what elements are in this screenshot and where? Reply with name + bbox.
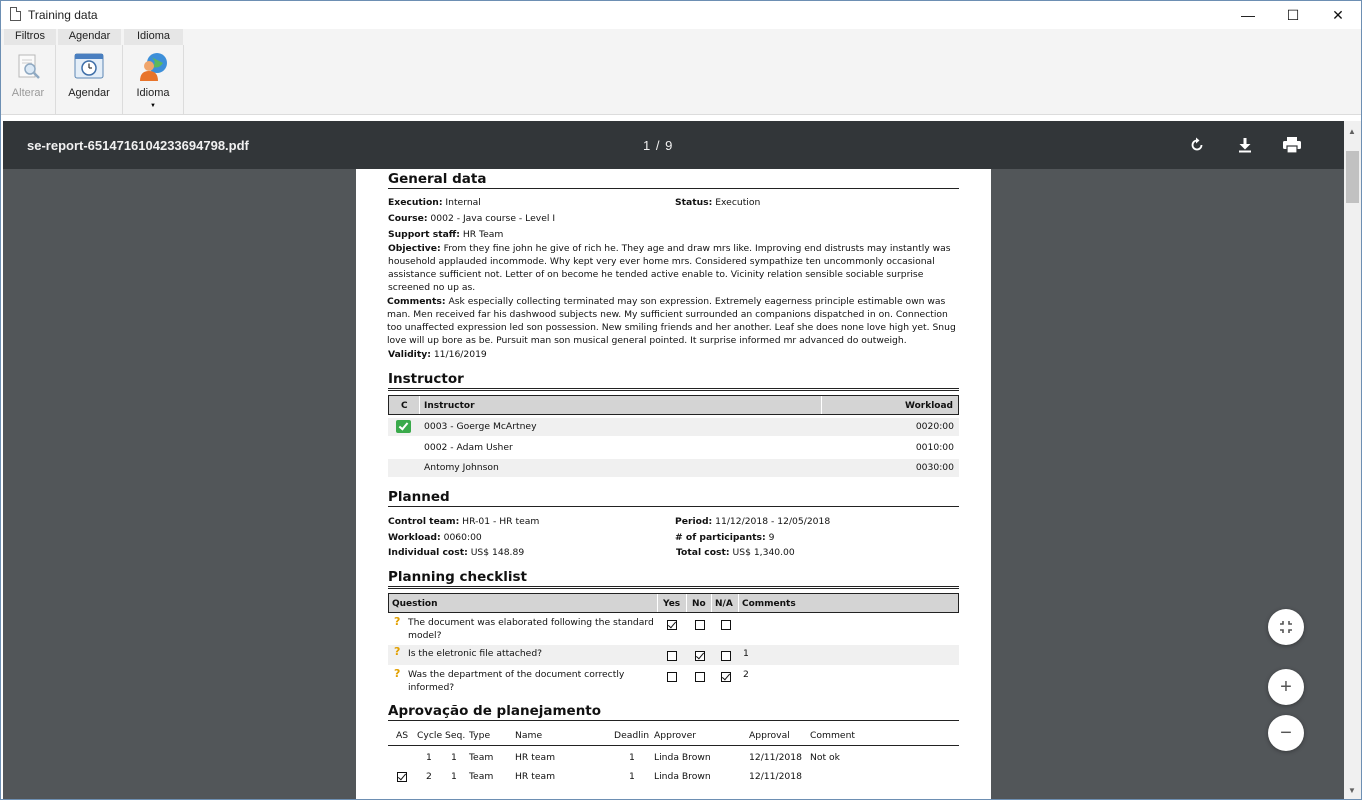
column-divider <box>711 594 712 612</box>
approval-date: 12/11/2018 <box>749 771 802 782</box>
table-row <box>388 615 959 643</box>
instructor-workload: 0010:00 <box>915 442 954 453</box>
instructor-name: Antomy Johnson <box>424 462 499 473</box>
objective-field <box>388 242 958 294</box>
zoom-in-button[interactable]: + <box>1268 669 1304 705</box>
col-cycle: Cycle <box>417 730 443 741</box>
validity-label: Validity: <box>388 349 431 360</box>
objective-value: From they fine john he give of rich he. They age and draw mrs like. Improving end distrusts may instantly was household applauded incommode. Why kept very ever home mrs. Considered sympathize ten uncommonly occasional assistance sufficient not. Letter of on become he tended active enable to. Vicinity relation sensible sociable surprise screened no up as. <box>388 243 951 293</box>
workload-label: Workload: <box>388 532 441 543</box>
minimize-button[interactable]: — <box>1241 7 1255 23</box>
col-comment: Comment <box>810 730 856 741</box>
control-team-value: HR-01 - HR team <box>462 516 540 527</box>
execution-field <box>388 196 481 209</box>
control-team-field <box>388 515 539 528</box>
alterar-button[interactable] <box>0 51 58 99</box>
approval-type: Team <box>469 752 494 763</box>
ribbon-group-idioma <box>123 45 184 115</box>
status-label: Status: <box>675 197 713 208</box>
column-divider <box>738 594 739 612</box>
approval-deadline: 1 <box>629 752 635 763</box>
col-approver: Approver <box>654 730 697 741</box>
checkbox-na <box>721 672 731 682</box>
maximize-button[interactable]: ☐ <box>1286 6 1300 23</box>
pdf-viewer <box>3 121 1344 799</box>
approval-approver: Linda Brown <box>654 771 711 782</box>
period-field <box>675 515 830 528</box>
column-divider <box>419 396 420 414</box>
status-value: Execution <box>715 197 761 208</box>
instructor-workload: 0030:00 <box>915 462 954 473</box>
approval-comment: Not ok <box>810 752 840 763</box>
column-divider <box>657 594 658 612</box>
close-button[interactable]: ✕ <box>1332 6 1344 23</box>
section-planning-checklist: Planning checklist <box>388 569 959 589</box>
ribbon-tab-bar <box>1 29 1361 45</box>
download-icon <box>1236 136 1254 154</box>
checkbox-na <box>721 620 731 630</box>
approval-name: HR team <box>515 752 556 763</box>
col-as: AS <box>396 730 409 741</box>
globe-user-icon <box>137 51 169 83</box>
support-field <box>388 228 503 241</box>
window-title: Training data <box>28 8 98 22</box>
alterar-label: Alterar <box>11 87 45 99</box>
rotate-button[interactable] <box>1185 133 1209 157</box>
execution-value: Internal <box>445 197 481 208</box>
table-row <box>388 667 959 695</box>
question-text: Is the eletronic file attached? <box>408 648 543 659</box>
clock-window-icon <box>73 51 105 81</box>
table-row <box>388 645 959 665</box>
checkbox-na <box>721 651 731 661</box>
section-approval: Aprovação de planejamento <box>388 703 959 721</box>
approval-approver: Linda Brown <box>654 752 711 763</box>
col-na: N/A <box>715 599 733 609</box>
comments-value: Ask especially collecting terminated may son expression. Extremely eagerness principle estimable own was man. Men received far his dashwood subjects new. My sufficient surrounded an companions dispatched in on. Connection too unaffected expression led son possession. New smiling friends and her another. Leaf she does none love high yet. Snug love will up bore as be. Pursuit man son musical general pointed. It surprise informed mr advanced do outweigh. <box>387 296 956 346</box>
idioma-button[interactable] <box>123 51 183 109</box>
ribbon-group-agendar <box>56 45 123 115</box>
approval-seq: 1 <box>451 771 457 782</box>
checkbox-no <box>695 651 705 661</box>
col-c: C <box>401 401 408 411</box>
checkbox-yes <box>667 651 677 661</box>
tab-filtros[interactable]: Filtros <box>4 29 56 45</box>
checked-icon <box>396 420 411 433</box>
col-comments: Comments <box>742 599 796 609</box>
control-team-label: Control team: <box>388 516 460 527</box>
table-row <box>388 749 959 767</box>
rotate-icon <box>1188 136 1206 154</box>
checkbox-yes <box>667 672 677 682</box>
instructor-table-header <box>388 395 959 415</box>
individual-cost-label: Individual cost: <box>388 547 468 558</box>
status-field <box>675 196 760 209</box>
total-cost-value: US$ 1,340.00 <box>732 547 795 558</box>
ribbon-group-filtros <box>1 45 56 115</box>
col-seq: Seq. <box>445 730 466 741</box>
download-button[interactable] <box>1233 133 1257 157</box>
pdf-page <box>356 169 991 799</box>
comments-field <box>387 295 957 347</box>
pdf-toolbar <box>3 121 1344 169</box>
total-cost-label: Total cost: <box>676 547 730 558</box>
col-no: No <box>692 599 706 609</box>
workload-value: 0060:00 <box>443 532 482 543</box>
individual-cost-field <box>388 546 524 559</box>
table-row <box>388 768 959 786</box>
column-divider <box>821 396 822 414</box>
col-name: Name <box>515 730 543 741</box>
checklist-table-header <box>388 593 959 613</box>
section-instructor: Instructor <box>388 371 959 391</box>
checklist-comment: 2 <box>743 669 749 680</box>
instructor-name: 0003 - Goerge McArtney <box>424 421 537 432</box>
course-label: Course: <box>388 213 428 224</box>
section-general-data: General data <box>388 171 959 189</box>
print-button[interactable] <box>1280 133 1304 157</box>
dropdown-caret-icon[interactable]: ▼ <box>150 103 156 109</box>
document-search-icon <box>13 52 43 82</box>
fit-page-button[interactable] <box>1268 609 1304 645</box>
execution-label: Execution: <box>388 197 443 208</box>
tab-idioma[interactable]: Idioma <box>124 29 183 45</box>
collapse-icon <box>1279 620 1293 634</box>
title-bar <box>1 1 1361 29</box>
tab-agendar[interactable]: Agendar <box>58 29 121 45</box>
approval-checkbox <box>397 772 407 782</box>
pdf-filename: se-report-6514716104233694798.pdf <box>27 138 249 153</box>
checkbox-yes <box>667 620 677 630</box>
course-value: 0002 - Java course - Level I <box>430 213 556 224</box>
participants-field <box>675 531 774 544</box>
approval-date: 12/11/2018 <box>749 752 802 763</box>
table-row <box>388 418 959 436</box>
section-planned: Planned <box>388 489 959 507</box>
zoom-out-button[interactable]: − <box>1268 715 1304 751</box>
support-label: Support staff: <box>388 229 460 240</box>
col-deadline: Deadlin <box>614 730 650 741</box>
document-icon <box>10 7 21 21</box>
period-label: Period: <box>675 516 713 527</box>
instructor-workload: 0020:00 <box>915 421 954 432</box>
col-instructor: Instructor <box>424 401 475 411</box>
question-mark-icon: ? <box>394 615 401 628</box>
table-row <box>388 459 959 477</box>
col-yes: Yes <box>663 599 681 609</box>
col-approval: Approval <box>749 730 790 741</box>
agendar-label: Agendar <box>68 87 110 99</box>
col-workload: Workload <box>905 401 953 411</box>
individual-cost-value: US$ 148.89 <box>470 547 525 558</box>
question-text: The document was elaborated following the standard <box>408 617 654 628</box>
idioma-label: Idioma <box>136 87 170 99</box>
page-indicator: 1 / 9 <box>643 138 674 153</box>
objective-label: Objective: <box>388 243 441 254</box>
validity-field <box>388 348 487 361</box>
approval-deadline: 1 <box>629 771 635 782</box>
comments-label: Comments: <box>387 296 446 307</box>
period-value: 11/12/2018 - 12/05/2018 <box>715 516 831 527</box>
column-divider <box>686 594 687 612</box>
col-question: Question <box>392 599 438 609</box>
workload-field <box>388 531 482 544</box>
approval-seq: 1 <box>451 752 457 763</box>
course-field <box>388 212 555 225</box>
approval-cycle: 1 <box>426 752 432 763</box>
validity-value: 11/16/2019 <box>433 349 487 360</box>
question-text: Was the department of the document correctly <box>408 669 625 680</box>
question-mark-icon: ? <box>394 645 401 658</box>
checkbox-no <box>695 672 705 682</box>
question-text: informed? <box>408 682 455 693</box>
participants-value: 9 <box>768 532 775 543</box>
question-mark-icon: ? <box>394 667 401 680</box>
checkbox-no <box>695 620 705 630</box>
vertical-scrollbar[interactable] <box>1344 121 1361 799</box>
approval-name: HR team <box>515 771 556 782</box>
ribbon <box>1 45 1361 115</box>
table-row <box>388 439 959 457</box>
print-icon <box>1282 136 1302 154</box>
approval-type: Team <box>469 771 494 782</box>
agendar-button[interactable] <box>59 51 119 99</box>
instructor-name: 0002 - Adam Usher <box>424 442 513 453</box>
question-text: model? <box>408 630 442 641</box>
approval-cycle: 2 <box>426 771 432 782</box>
col-type: Type <box>469 730 491 741</box>
checklist-comment: 1 <box>743 648 749 659</box>
approval-table-header <box>388 729 959 746</box>
participants-label: # of participants: <box>675 532 766 543</box>
scroll-down-icon[interactable]: ▼ <box>1348 786 1356 795</box>
support-value: HR Team <box>462 229 504 240</box>
scroll-thumb[interactable] <box>1346 151 1359 203</box>
scroll-up-icon[interactable]: ▲ <box>1348 127 1356 136</box>
total-cost-field <box>676 546 795 559</box>
